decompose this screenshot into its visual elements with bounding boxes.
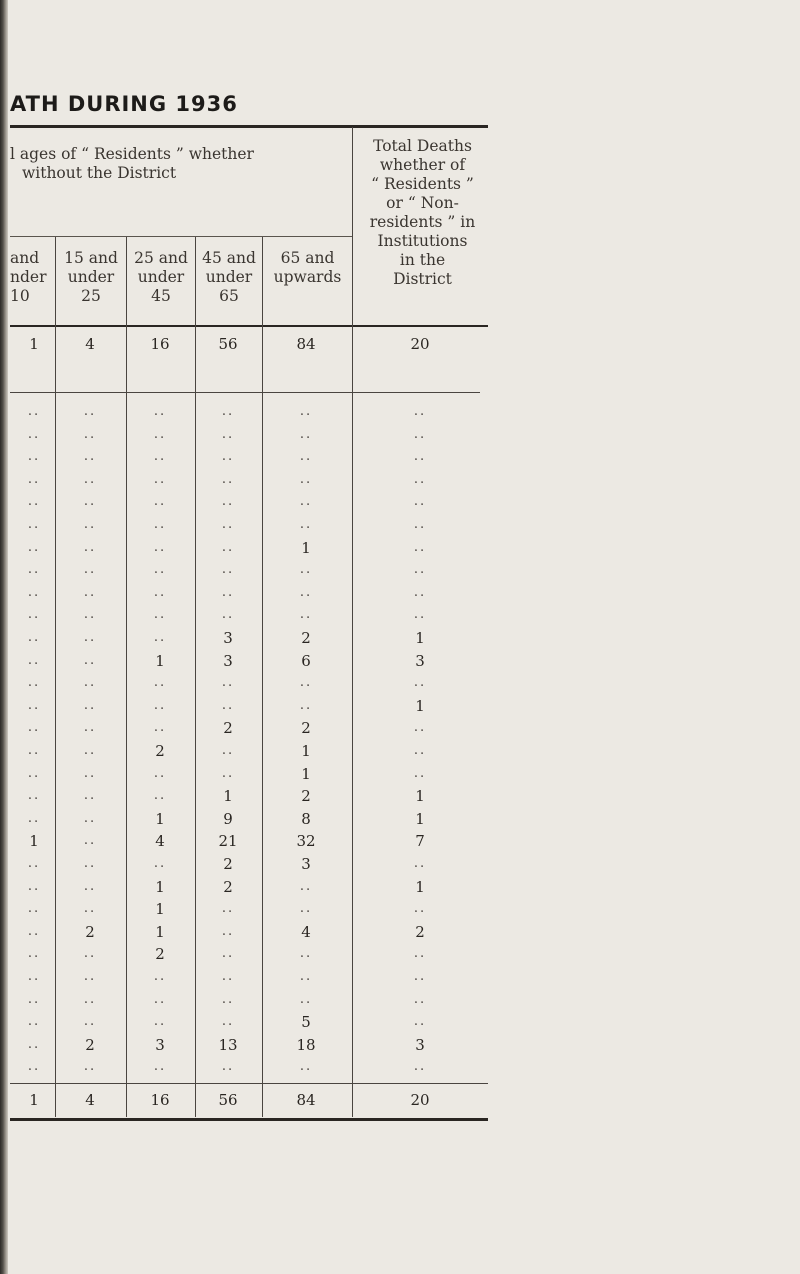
table-cell: .. (83, 992, 97, 1007)
table-cell: 1 (301, 539, 311, 557)
table-cell: 16 (150, 1091, 170, 1109)
table-cell: 8 (301, 810, 311, 828)
table-cell: 1 (155, 652, 165, 670)
table-cell: 1 (415, 810, 425, 828)
table-cell: .. (299, 969, 313, 984)
table-cell: .. (299, 427, 313, 442)
table-cell: .. (83, 1059, 97, 1074)
column-rule-5 (352, 127, 353, 1117)
table-cell: .. (83, 585, 97, 600)
table-cell: .. (27, 766, 41, 781)
total-caption-line: District (393, 270, 452, 288)
table-cell: 1 (415, 787, 425, 805)
table-cell: .. (299, 1059, 313, 1074)
table-cell: .. (27, 879, 41, 894)
table-cell: .. (83, 1014, 97, 1029)
table-cell: .. (299, 472, 313, 487)
table-cell: .. (221, 562, 235, 577)
header-sub-rule (10, 236, 352, 237)
table-cell: .. (221, 404, 235, 419)
table-cell: .. (153, 992, 167, 1007)
table-cell: 21 (218, 832, 238, 850)
table-cell: .. (299, 879, 313, 894)
table-cell: .. (83, 517, 97, 532)
table-cell: .. (153, 404, 167, 419)
table-cell: .. (153, 449, 167, 464)
table-cell: .. (83, 698, 97, 713)
table-cell: .. (221, 494, 235, 509)
table-cell: .. (413, 517, 427, 532)
table-cell: .. (27, 472, 41, 487)
table-cell: 1 (301, 765, 311, 783)
table-cell: .. (413, 969, 427, 984)
col-header-line: nder (10, 268, 47, 286)
table-cell: .. (83, 562, 97, 577)
total-caption-line: “ Residents ” (371, 175, 474, 193)
table-cell: .. (221, 427, 235, 442)
col-header-line: and (10, 249, 40, 267)
table-cell: 2 (85, 1036, 95, 1054)
table-cell: .. (27, 788, 41, 803)
table-cell: .. (27, 924, 41, 939)
table-cell: 56 (218, 1091, 238, 1109)
col-header-line: 65 and (280, 249, 335, 267)
table-cell: .. (299, 494, 313, 509)
table-cell: 1 (29, 1091, 39, 1109)
table-cell: .. (413, 585, 427, 600)
table-cell: .. (27, 1059, 41, 1074)
table-cell: .. (27, 969, 41, 984)
table-cell: .. (153, 698, 167, 713)
col-header-45-65 (196, 249, 262, 306)
table-cell: .. (153, 720, 167, 735)
group-caption-line: without the District (22, 164, 177, 182)
table-cell: 2 (155, 742, 165, 760)
table-cell: 84 (296, 335, 316, 353)
table-cell: .. (221, 472, 235, 487)
table-cell: .. (413, 449, 427, 464)
col-header-line: under (205, 268, 253, 286)
table-cell: .. (27, 607, 41, 622)
table-cell: 1 (155, 923, 165, 941)
top-rule (10, 125, 488, 128)
table-cell: .. (299, 449, 313, 464)
table-cell: .. (413, 992, 427, 1007)
table-cell: .. (413, 540, 427, 555)
table-cell: .. (299, 992, 313, 1007)
table-cell: 7 (415, 832, 425, 850)
table-cell: 1 (155, 900, 165, 918)
table-cell: 20 (410, 1091, 430, 1109)
table-cell: .. (299, 901, 313, 916)
table-cell: .. (83, 494, 97, 509)
table-cell: 13 (218, 1036, 238, 1054)
table-cell: 4 (85, 335, 95, 353)
table-cell: .. (413, 404, 427, 419)
table-cell: 3 (223, 629, 233, 647)
table-cell: .. (83, 811, 97, 826)
table-cell: .. (299, 698, 313, 713)
table-cell: 3 (301, 855, 311, 873)
table-cell: .. (413, 607, 427, 622)
table-cell: .. (221, 766, 235, 781)
table-cell: .. (83, 472, 97, 487)
table-cell: 3 (415, 652, 425, 670)
table-cell: .. (27, 1014, 41, 1029)
table-cell: .. (221, 585, 235, 600)
table-cell: .. (221, 743, 235, 758)
table-cell: .. (27, 404, 41, 419)
table-cell: .. (83, 743, 97, 758)
table-cell: 2 (155, 945, 165, 963)
col-header-line: 65 (219, 287, 239, 305)
table-cell: .. (83, 969, 97, 984)
table-cell: .. (413, 494, 427, 509)
table-cell: .. (413, 901, 427, 916)
table-cell: .. (83, 449, 97, 464)
table-cell: 2 (415, 923, 425, 941)
table-cell: .. (83, 879, 97, 894)
table-cell: .. (153, 630, 167, 645)
table-cell: .. (27, 698, 41, 713)
col-header-15-25 (56, 249, 126, 306)
table-cell: 2 (223, 878, 233, 896)
table-cell: 2 (301, 787, 311, 805)
table-cell: .. (153, 856, 167, 871)
table-cell: .. (27, 517, 41, 532)
table-cell: 18 (296, 1036, 316, 1054)
col-header-under-10 (10, 249, 54, 306)
table-cell: 2 (85, 923, 95, 941)
table-cell: .. (153, 562, 167, 577)
table-cell: 1 (29, 832, 39, 850)
table-end-rule (10, 1118, 488, 1121)
table-cell: .. (153, 607, 167, 622)
table-cell: 6 (301, 652, 311, 670)
total-caption-line: Institutions (377, 232, 468, 250)
table-cell: .. (153, 1059, 167, 1074)
table-cell: .. (299, 404, 313, 419)
col-header-line: 15 and (64, 249, 118, 267)
table-cell: .. (413, 743, 427, 758)
table-cell: 1 (155, 878, 165, 896)
col-header-line: 45 (151, 287, 171, 305)
table-cell: 3 (415, 1036, 425, 1054)
table-cell: .. (83, 720, 97, 735)
table-cell: .. (413, 562, 427, 577)
table-cell: .. (221, 901, 235, 916)
table-cell: 5 (301, 1013, 311, 1031)
table-cell: .. (413, 1059, 427, 1074)
total-deaths-caption (355, 137, 490, 289)
table-cell: .. (413, 472, 427, 487)
table-cell: 9 (223, 810, 233, 828)
table-cell: .. (27, 992, 41, 1007)
table-cell: .. (83, 540, 97, 555)
group-caption (10, 145, 340, 183)
table-cell: .. (83, 630, 97, 645)
total-caption-line: residents ” in (369, 213, 476, 231)
column-rule-4 (262, 237, 263, 1117)
total-caption-line: whether of (379, 156, 466, 174)
table-cell: .. (83, 946, 97, 961)
table-cell: .. (27, 811, 41, 826)
table-cell: 1 (415, 878, 425, 896)
table-cell: .. (27, 653, 41, 668)
table-cell: .. (27, 562, 41, 577)
total-caption-line: or “ Non- (386, 194, 459, 212)
table-cell: .. (153, 1014, 167, 1029)
table-cell: .. (413, 720, 427, 735)
table-cell: .. (83, 788, 97, 803)
table-cell: .. (153, 540, 167, 555)
table-cell: .. (27, 720, 41, 735)
table-cell: .. (221, 449, 235, 464)
col-header-65-up (263, 249, 352, 287)
table-cell: .. (299, 946, 313, 961)
table-cell: .. (27, 1037, 41, 1052)
table-cell: 1 (155, 810, 165, 828)
table-cell: .. (153, 675, 167, 690)
table-cell: 1 (301, 742, 311, 760)
table-cell: .. (83, 607, 97, 622)
table-cell: .. (83, 404, 97, 419)
table-cell: 2 (223, 855, 233, 873)
table-cell: .. (413, 946, 427, 961)
header-bottom-rule (10, 325, 488, 327)
table-cell: .. (83, 901, 97, 916)
table-cell: .. (83, 856, 97, 871)
col-header-line: upwards (273, 268, 342, 286)
table-cell: .. (221, 607, 235, 622)
bottom-totals-rule (10, 1083, 488, 1084)
table-cell: .. (83, 427, 97, 442)
table-cell: .. (221, 540, 235, 555)
table-cell: 84 (296, 1091, 316, 1109)
table-cell: .. (299, 562, 313, 577)
table-cell: 20 (410, 335, 430, 353)
table-cell: 1 (415, 697, 425, 715)
page-heading: ATH DURING 1936 (10, 92, 238, 116)
table-cell: 4 (155, 832, 165, 850)
table-cell: .. (221, 924, 235, 939)
table-cell: 3 (223, 652, 233, 670)
col-header-25-45 (127, 249, 195, 306)
table-cell: .. (27, 743, 41, 758)
table-cell: .. (153, 472, 167, 487)
table-cell: .. (221, 698, 235, 713)
table-cell: .. (413, 675, 427, 690)
col-header-line: under (137, 268, 185, 286)
table-cell: .. (27, 630, 41, 645)
table-cell: .. (299, 607, 313, 622)
table-cell: .. (413, 1014, 427, 1029)
table-cell: .. (27, 494, 41, 509)
table-cell: 1 (223, 787, 233, 805)
table-cell: .. (221, 517, 235, 532)
table-cell: .. (27, 540, 41, 555)
table-cell: .. (153, 585, 167, 600)
table-cell: .. (27, 946, 41, 961)
table-cell: .. (299, 585, 313, 600)
table-cell: .. (153, 788, 167, 803)
table-cell: 2 (301, 629, 311, 647)
table-cell: .. (221, 992, 235, 1007)
col-header-line: under (67, 268, 115, 286)
col-header-line: 25 and (134, 249, 188, 267)
table-cell: .. (27, 449, 41, 464)
column-rule-3 (195, 237, 196, 1117)
total-caption-line: Total Deaths (373, 137, 472, 155)
table-cell: 4 (301, 923, 311, 941)
col-header-line: 10 (10, 287, 30, 305)
table-cell: .. (153, 766, 167, 781)
table-cell: .. (27, 901, 41, 916)
table-cell: 2 (223, 719, 233, 737)
col-header-line: 25 (81, 287, 101, 305)
table-cell: .. (413, 766, 427, 781)
top-totals-rule (10, 392, 480, 393)
table-cell: 1 (415, 629, 425, 647)
col-header-line: 45 and (202, 249, 256, 267)
column-rule-2 (126, 237, 127, 1117)
table-cell: .. (221, 969, 235, 984)
table-cell: .. (27, 427, 41, 442)
table-cell: .. (83, 653, 97, 668)
table-cell: .. (153, 494, 167, 509)
table-cell: .. (153, 517, 167, 532)
table-cell: .. (83, 675, 97, 690)
table-cell: .. (83, 766, 97, 781)
table-cell: .. (299, 517, 313, 532)
table-cell: 32 (296, 832, 316, 850)
table-cell: 2 (301, 719, 311, 737)
table-cell: 1 (29, 335, 39, 353)
table-cell: .. (221, 675, 235, 690)
table-cell: .. (83, 833, 97, 848)
table-cell: 3 (155, 1036, 165, 1054)
table-cell: .. (27, 585, 41, 600)
group-caption-line: l ages of “ Residents ” whether (10, 145, 254, 163)
table-cell: .. (27, 675, 41, 690)
total-caption-line: in the (399, 251, 446, 269)
table-cell: .. (153, 969, 167, 984)
table-cell: .. (153, 427, 167, 442)
table-cell: .. (221, 1014, 235, 1029)
table-cell: .. (221, 1059, 235, 1074)
table-cell: 4 (85, 1091, 95, 1109)
table-cell: .. (221, 946, 235, 961)
table-cell: 56 (218, 335, 238, 353)
table-cell: .. (299, 675, 313, 690)
table-cell: .. (413, 427, 427, 442)
table-cell: .. (27, 856, 41, 871)
table-cell: .. (413, 856, 427, 871)
table-cell: 16 (150, 335, 170, 353)
